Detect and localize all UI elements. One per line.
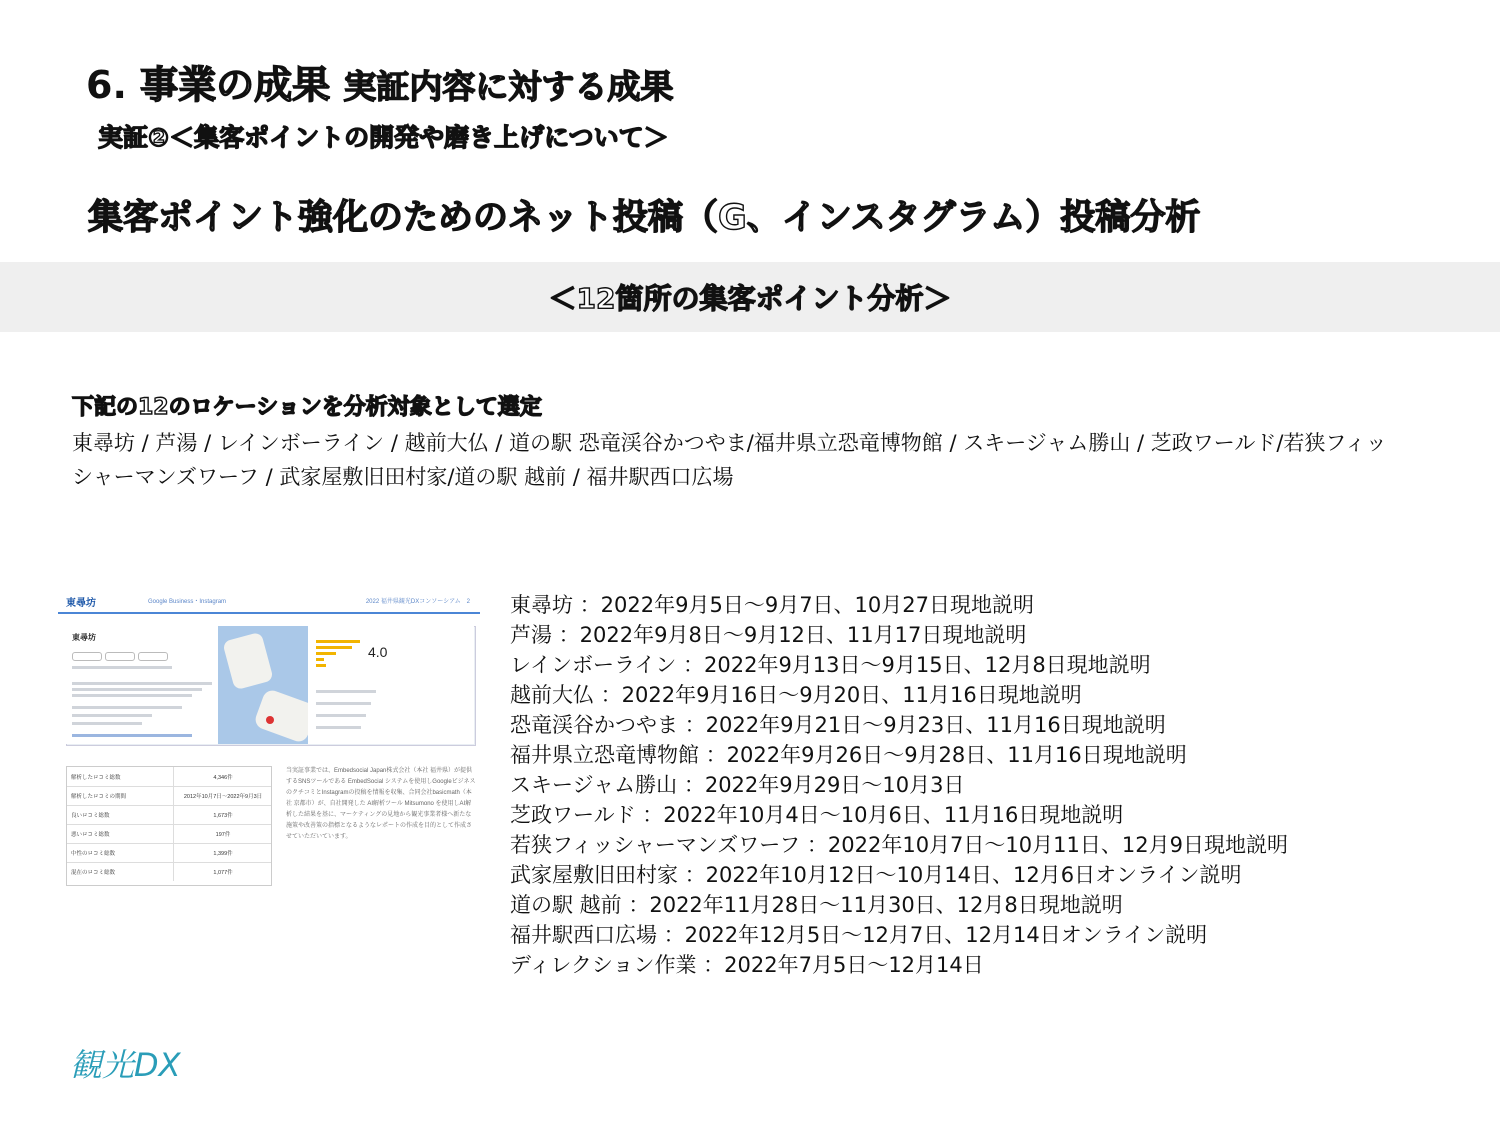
list-item: 東尋坊 ：2022年9月5日～9月7日、10月27日現地説明	[510, 593, 1035, 617]
thumb-stats-table	[66, 766, 272, 886]
thumb-page-info: 2022 福井県観光DXコンソーシアム 2	[365, 599, 470, 605]
thumb-map	[218, 626, 308, 744]
list-item: 福井駅西口広場 ：2022年12月5日～12月7日、12月14日オンライン説明	[510, 923, 1208, 947]
thumb-card-line	[72, 682, 212, 685]
thumb-rating-bar	[316, 664, 326, 667]
thumb-rating-bar	[316, 646, 352, 649]
thumb-map-land	[222, 632, 274, 691]
list-item: 恐竜渓谷かつやま ：2022年9月21日～9月23日、11月16日現地説明	[510, 713, 1166, 737]
thumb-card-line	[72, 694, 192, 697]
title-main: 事業の成果	[140, 63, 331, 107]
table-row: 良いロコミ総数 1,673件	[67, 805, 271, 825]
thumb-card-line	[72, 688, 202, 691]
thumb-card-name: 東尋坊	[72, 633, 96, 642]
thumb-card-line	[72, 706, 182, 709]
intro-title: 下記の12のロケーションを分析対象として選定	[72, 395, 542, 420]
list-item: 武家屋敷旧田村家 ：2022年10月12日～10月14日、12月6日オンライン説明	[510, 863, 1242, 887]
list-item: ディレクション作業 ：2022年7月5日～12月14日	[510, 953, 984, 977]
thumb-card-line	[72, 714, 152, 717]
thumb-review-line	[316, 690, 376, 693]
thumb-note: 当実証事業では、Embedsocial Japan株式会社（本社 福井県）が提供するSNSツールである EmbedSocial システムを使用しGoogleビジネスのクチコミとInstagramの投稿を情報を収集、合同会社basicmath（本社 京都市）が、自社開発した AI解析ツール Mitsumono を使用しAI解析した結果を基に、マーケティングの見地から観光事業者様へ新たな施策や改善策の指標となるようなレポートの作成を目的として作成させていただいています。	[286, 768, 476, 840]
schedule-list	[510, 590, 1288, 980]
list-item: 福井県立恐竜博物館 ：2022年9月26日～9月28日、11月16日現地説明	[510, 743, 1187, 767]
thumb-place-card	[66, 626, 219, 744]
band-title: ＜12箇所の集客ポイント分析＞	[548, 282, 952, 315]
title-number: 6.	[86, 63, 127, 107]
map-pin-icon	[266, 716, 274, 724]
list-item: 若狭フィッシャーマンズワーフ ：2022年10月7日～10月11日、12月9日現地説明	[510, 833, 1288, 857]
thumb-header	[58, 590, 480, 614]
list-item: 芦湯 ：2022年9月8日～9月12日、11月17日現地説明	[510, 623, 1027, 647]
thumb-card-line	[72, 666, 172, 669]
table-row: 悪いロコミ総数 197件	[67, 824, 271, 844]
thumb-rating-bar	[316, 658, 324, 661]
title-sub: 実証内容に対する成果	[343, 67, 674, 106]
report-thumbnail	[58, 590, 480, 890]
thumb-rating-bar	[316, 652, 336, 655]
slide-title	[86, 54, 673, 109]
table-row: 解析したロコミ総数 4,346件	[67, 767, 271, 787]
thumb-card-buttons	[72, 648, 212, 656]
thumb-review-line	[316, 714, 366, 717]
slide-subtitle: 実証②＜集客ポイントの開発や磨き上げについて＞	[98, 123, 669, 152]
thumb-reviews	[308, 626, 474, 744]
list-item: 越前大仏 ：2022年9月16日～9月20日、11月16日現地説明	[510, 683, 1082, 707]
thumb-review-line	[316, 726, 361, 729]
list-item: 芝政ワールド ：2022年10月4日～10月6日、11月16日現地説明	[510, 803, 1124, 827]
thumb-card-line	[72, 722, 142, 725]
logo-text: 観光DX	[70, 1046, 181, 1084]
intro-body: 東尋坊 / 芦湯 / レインボーライン / 越前大仏 / 道の駅 恐竜渓谷かつやま/福井県立恐竜博物館 / スキージャム勝山 / 芝政ワールド/若狭フィッシャーマンズワーフ / 武家屋敷旧田村家/道の駅 越前 / 福井駅西口広場	[72, 431, 1387, 489]
list-item: レインボーライン ：2022年9月13日～9月15日、12月8日現地説明	[510, 653, 1151, 677]
thumb-title: 東尋坊	[66, 598, 96, 609]
thumb-map-land	[253, 688, 308, 744]
table-row: 混在のロコミ総数 1,077件	[67, 862, 271, 881]
thumb-rating-bar	[316, 640, 360, 643]
list-item: 道の駅 越前 ：2022年11月28日～11月30日、12月8日現地説明	[510, 893, 1123, 917]
table-row: 中性のロコミ総数 1,399件	[67, 843, 271, 863]
section-heading: 集客ポイント強化のためのネット投稿（G、インスタグラム）投稿分析	[88, 198, 1201, 238]
kanko-dx-logo	[70, 1040, 200, 1086]
thumb-card-line	[72, 734, 192, 737]
thumb-subtitle: Google Business・Instagram	[148, 599, 227, 605]
thumb-score: 4.0	[368, 644, 388, 660]
thumb-review-line	[316, 702, 371, 705]
table-row: 解析したロコミの期間 2012年10月7日～2022年9月3日	[67, 786, 271, 806]
list-item: スキージャム勝山 ：2022年9月29日～10月3日	[510, 773, 965, 797]
